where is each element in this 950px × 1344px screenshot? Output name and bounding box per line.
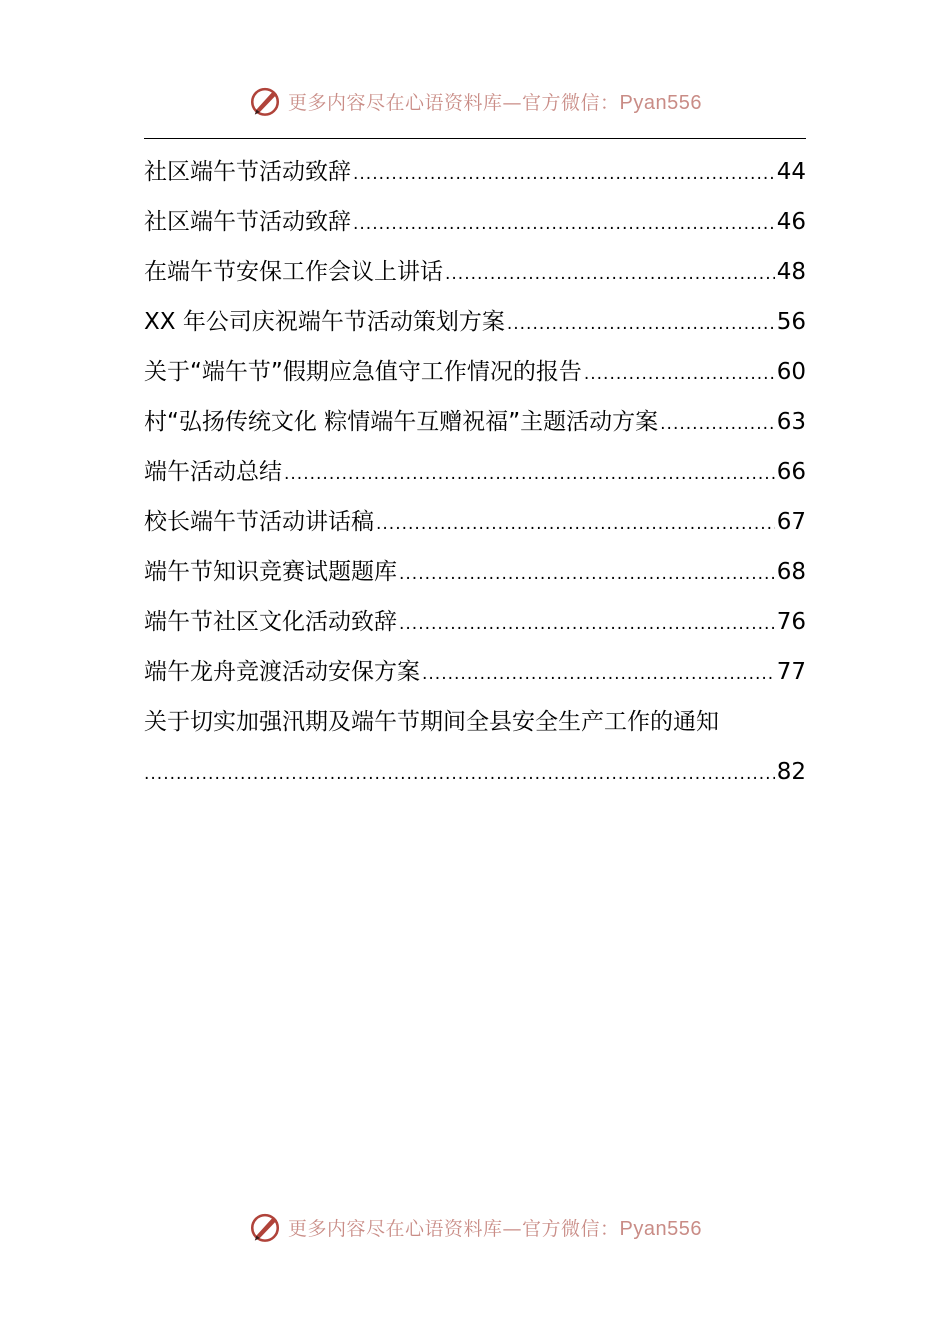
toc-entry-continuation — [144, 750, 806, 800]
toc-entry[interactable] — [144, 500, 806, 550]
toc-entry-page: 67 — [776, 509, 806, 535]
toc-entry[interactable] — [144, 600, 806, 650]
header-wechat-id: Pyan556 — [619, 91, 702, 114]
toc-entry-page: 44 — [776, 159, 806, 185]
pen-logo-icon — [248, 84, 282, 118]
toc-entry-title: 端午活动总结 — [144, 459, 282, 485]
toc-entry[interactable] — [144, 700, 806, 800]
toc-leader-dots — [584, 352, 775, 396]
toc-leader-dots — [284, 452, 775, 496]
toc-leader-dots — [353, 152, 775, 196]
toc-entry-title: 端午龙舟竞渡活动安保方案 — [144, 659, 420, 685]
pen-logo-icon — [248, 1210, 282, 1244]
toc-leader-dots — [376, 502, 775, 546]
toc-entry-page: 66 — [776, 459, 806, 485]
toc-entry-title: 关于切实加强汛期及端午节期间全县安全生产工作的通知 — [144, 709, 719, 735]
toc-leader-dots — [144, 752, 775, 796]
toc-entry-page: 48 — [776, 259, 806, 285]
header-banner — [0, 84, 950, 118]
toc-leader-dots — [660, 402, 775, 446]
header-divider — [144, 138, 806, 139]
toc-entry[interactable] — [144, 200, 806, 250]
toc-entry-title: XX 年公司庆祝端午节活动策划方案 — [144, 309, 505, 335]
toc-entry[interactable] — [144, 550, 806, 600]
toc-entry-page: 46 — [776, 209, 806, 235]
toc-leader-dots — [399, 602, 775, 646]
header-text: 更多内容尽在心语资料库—官方微信：Pyan556 — [288, 91, 702, 114]
toc-entry-title: 端午节知识竞赛试题题库 — [144, 559, 397, 585]
toc-entry-title: 关于“端午节”假期应急值守工作情况的报告 — [144, 359, 582, 385]
toc-entry-title: 在端午节安保工作会议上讲话 — [144, 259, 443, 285]
toc-entry-page: 77 — [776, 659, 806, 685]
toc-leader-dots — [507, 302, 775, 346]
toc-entry-title: 校长端午节活动讲话稿 — [144, 509, 374, 535]
toc-entry-title: 村“弘扬传统文化 粽情端午互赠祝福”主题活动方案 — [144, 409, 659, 435]
toc-entry-title: 社区端午节活动致辞 — [144, 209, 351, 235]
toc-leader-dots — [353, 202, 775, 246]
toc-entry-title: 社区端午节活动致辞 — [144, 159, 351, 185]
toc-entry[interactable] — [144, 650, 806, 700]
footer-banner — [0, 1210, 950, 1244]
toc-entry[interactable] — [144, 450, 806, 500]
footer-wechat-id: Pyan556 — [619, 1217, 702, 1240]
toc-entry[interactable] — [144, 300, 806, 350]
toc-entry[interactable] — [144, 150, 806, 200]
toc-entry-title: 端午节社区文化活动致辞 — [144, 609, 397, 635]
toc-leader-dots — [445, 252, 775, 296]
toc-entry-page: 56 — [776, 309, 806, 335]
toc-entry-page: 82 — [776, 759, 806, 785]
toc-entry[interactable] — [144, 350, 806, 400]
table-of-contents — [144, 150, 806, 800]
toc-entry-page: 60 — [776, 359, 806, 385]
toc-entry[interactable] — [144, 250, 806, 300]
toc-entry-page: 68 — [776, 559, 806, 585]
toc-entry-page: 76 — [776, 609, 806, 635]
toc-entry-page: 63 — [776, 409, 806, 435]
footer-text: 更多内容尽在心语资料库—官方微信：Pyan556 — [288, 1217, 702, 1240]
toc-leader-dots — [399, 552, 775, 596]
toc-leader-dots — [422, 652, 775, 696]
toc-entry[interactable] — [144, 400, 806, 450]
